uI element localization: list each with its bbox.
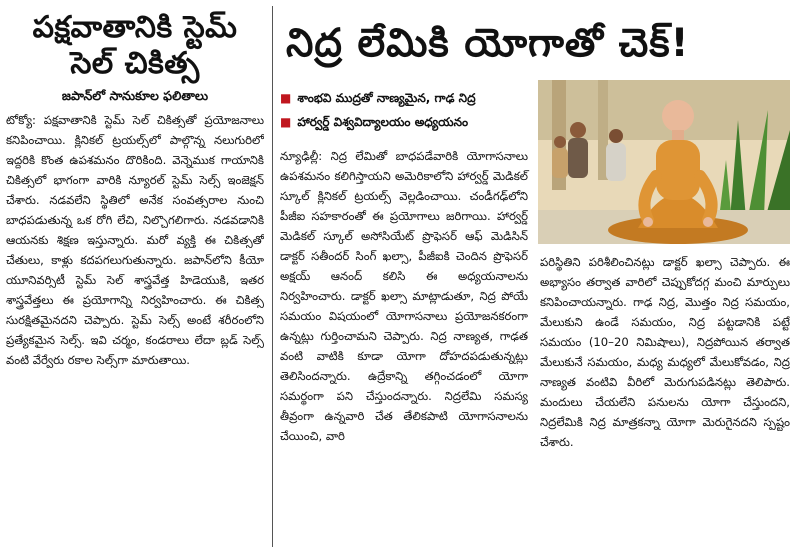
bullet-list: [280, 86, 530, 134]
main-article-body-column-2: పరిస్థితిని పరిశీలించినట్లు డాక్టర్ ఖల్సా చెప్పారు. ఈ అభ్యాసం తర్వాత వారిలో చెప్పుకోదగ్గ మంచి మార్పులు కనిపించాయన్నారు. గాఢ నిద్ర, మొత్తం నిద్ర సమయం, మేలుకుని ఉండే సమయం, నిద్ర పట్టడానికి పట్టే సమయం (10–20 నిమిషాలు), నిద్రపోయిన తర్వాత మేలుకునే సమయం, మధ్య మధ్యలో మేలుకోవడం, నిద్ర నాణ్యత వంటివి వీరిలో మెరుగుపడినట్లు తెలిపారు. మందులు చేయలేని పనులను యోగా చేస్తుందని, నిద్రలేమికి నిద్ర మాత్రకన్నా యోగా మెరుగైనదని స్పష్టం చేశారు.: [540, 255, 790, 449]
bullet-square-icon: ■: [280, 91, 292, 105]
left-article-headline: పక్షవాతానికి స్టెమ్ సెల్ చికిత్స: [32, 10, 238, 81]
yoga-photo: [538, 80, 790, 244]
left-article: [6, 6, 264, 547]
bullet-square-icon: ■: [280, 115, 292, 129]
bullet-item: [280, 110, 530, 134]
column-divider: [272, 6, 273, 547]
left-article-subhead: జపాన్‌లో సానుకూల ఫలితాలు: [61, 88, 209, 103]
bullet-text: శాంభవి ముద్రతో నాణ్యమైన, గాఢ నిద్ర: [297, 91, 476, 105]
bullet-item: [280, 86, 530, 110]
main-article: [280, 6, 794, 547]
main-article-body-column-1: న్యూఢిల్లీ: నిద్ర లేమితో బాధపడేవారికి యోగాసనాలు ఉపశమనం కలిగిస్తాయని అమెరికాలోని హార్వర్డ్ మెడికల్ స్కూల్ క్లినికల్ ట్రయల్స్ వెల్లడించాయి. చండీగఢ్‌లోని పీజీఐ సహకారంతో ఈ ప్రయోగాలు జరిగాయి. హార్వర్డ్ మెడికల్ స్కూల్ అసోసియేట్ ప్రొఫెసర్ ఆఫ్ మెడిసిన్ డాక్టర్ సతీందర్ సింగ్ ఖల్సా, పీజీఐకి చెందిన ప్రొఫెసర్ అక్షయ్ ఆనంద్ కలిసి ఈ అధ్యయనాలను నిర్వహించారు. డాక్టర్ ఖల్సా మాట్లాడుతూ, నిద్ర పోయే సమయం విషయంలో యోగాసనాలు ప్రయోజనకరంగా ఉన్నట్లు గుర్తించామని చెప్పారు. నిద్ర నాణ్యత, గాఢత వంటి వాటికి కూడా యోగా దోహదపడుతున్నట్లు తెలిసిందన్నారు. ఉద్రేకాన్ని తగ్గించడంలో యోగా సమర్థంగా పని చేస్తుందన్నారు. నిద్రలేమి సమస్య తీవ్రంగా ఉన్నవారి చేత తేలికపాటి యోగాసనాలను చేయించి, వారి: [280, 149, 528, 443]
bullet-text: హార్వర్డ్ విశ్వవిద్యాలయం అధ్యయనం: [297, 115, 469, 129]
main-article-headline: నిద్ర లేమికి యోగాతో చెక్!: [286, 21, 690, 66]
left-article-body: టోక్యో: పక్షవాతానికి స్టెమ్ సెల్ చికిత్సతో ప్రయోజనాలు కనిపించాయి. క్లినికల్ ట్రయల్స్‌లో పాల్గొన్న నలుగురిలో ఇద్దరికి కొంత ఉపశమనం దొరికింది. వెన్నెముక గాయానికి చికిత్సలో భాగంగా వారికి న్యూరల్ స్టెమ్ సెల్స్ ఇంజెక్షన్ చేశారు. నడవలేని స్థితిలో అనేక సంవత్సరాల నుంచి బాధపడుతున్న ఒక రోగి లేచి, నిల్చొగలిగారు. నడవడానికి ఆయనకు శిక్షణ ఇస్తున్నారు. మరో వ్యక్తి ఈ చికిత్సతో చేతులు, కాళ్లు కదపగలుగుతున్నారు. జపాన్‌లోని కీయో యూనివర్సిటీ స్టెమ్ సెల్ శాస్త్రవేత్త హిడెయుకి, ఇతర శాస్త్రవేత్తలు ఈ ప్రయోగాన్ని నిర్వహించారు. ఈ చికిత్స సురక్షితమైనదని చెప్పారు. స్టెమ్ సెల్స్ అంటే శరీరంలోని ప్రత్యేకమైన సెల్స్. ఇవి చర్మం, కండరాలు లేదా బ్లడ్ సెల్స్ వంటి వేర్వేరు రకాల సెల్స్‌గా మారుతాయి.: [6, 113, 264, 367]
